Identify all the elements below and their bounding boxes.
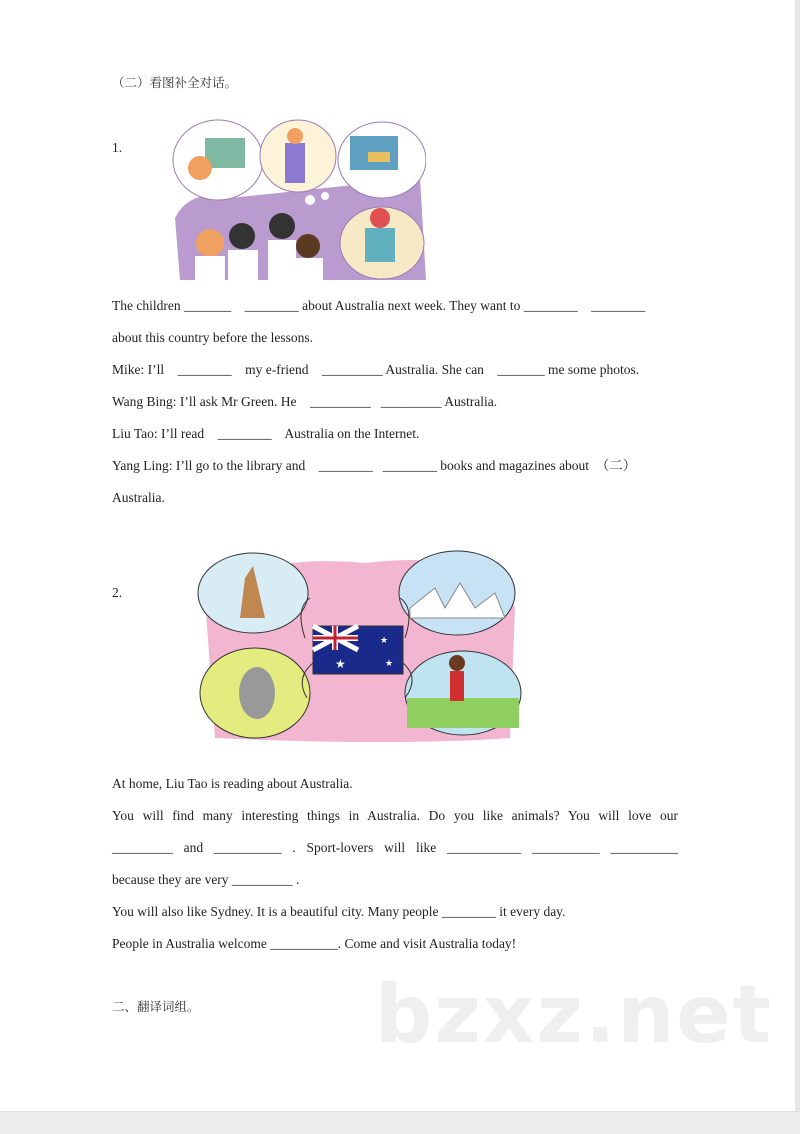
q1-line-7: Australia. xyxy=(112,490,165,505)
translate-section-heading: 二、翻译词组。 xyxy=(112,999,200,1014)
q1-line-4: Wang Bing: I’ll ask Mr Green. He _________ _________ Australia. xyxy=(112,394,498,409)
q2-line-5: You will also like Sydney. It is a beautiful city. Many people ________ it every day. xyxy=(112,904,566,919)
australia-illustration xyxy=(195,548,525,746)
section-heading: （二）看图补全对话。 xyxy=(112,75,238,90)
page-bottom-bar xyxy=(0,1111,800,1134)
watermark: bzxz.net xyxy=(375,968,773,1061)
svg-text:★: ★ xyxy=(335,657,346,671)
svg-text:★: ★ xyxy=(385,658,394,668)
svg-text:★: ★ xyxy=(380,635,389,645)
children-discussion-illustration xyxy=(170,118,426,280)
q1-line-5: Liu Tao: I’ll read ________ Australia on the Internet. xyxy=(112,426,420,441)
page-edge xyxy=(795,0,800,1134)
q2-line-3: _________ and __________ . Sport-lovers will like ___________ __________ __________ xyxy=(112,840,678,855)
q2-line-1: At home, Liu Tao is reading about Australia. xyxy=(112,776,353,791)
q2-line-2: You will find many interesting things in Australia. Do you like animals? You will love our xyxy=(112,808,678,823)
q1-line-1: The children _______ ________ about Australia next week. They want to ________ ________ xyxy=(112,298,646,313)
q2-line-4: because they are very _________ . xyxy=(112,872,300,887)
question-number-1: 1. xyxy=(112,140,123,155)
q1-line-3: Mike: I’ll ________ my e-friend _________ Australia. She can _______ me some photos. xyxy=(112,362,640,377)
question-number-2: 2. xyxy=(112,585,123,600)
q1-line-6: Yang Ling: I’ll go to the library and ________ ________ books and magazines about （二） xyxy=(112,458,637,473)
q2-line-6: People in Australia welcome __________. Come and visit Australia today! xyxy=(112,936,517,951)
q1-line-2: about this country before the lessons. xyxy=(112,330,313,345)
